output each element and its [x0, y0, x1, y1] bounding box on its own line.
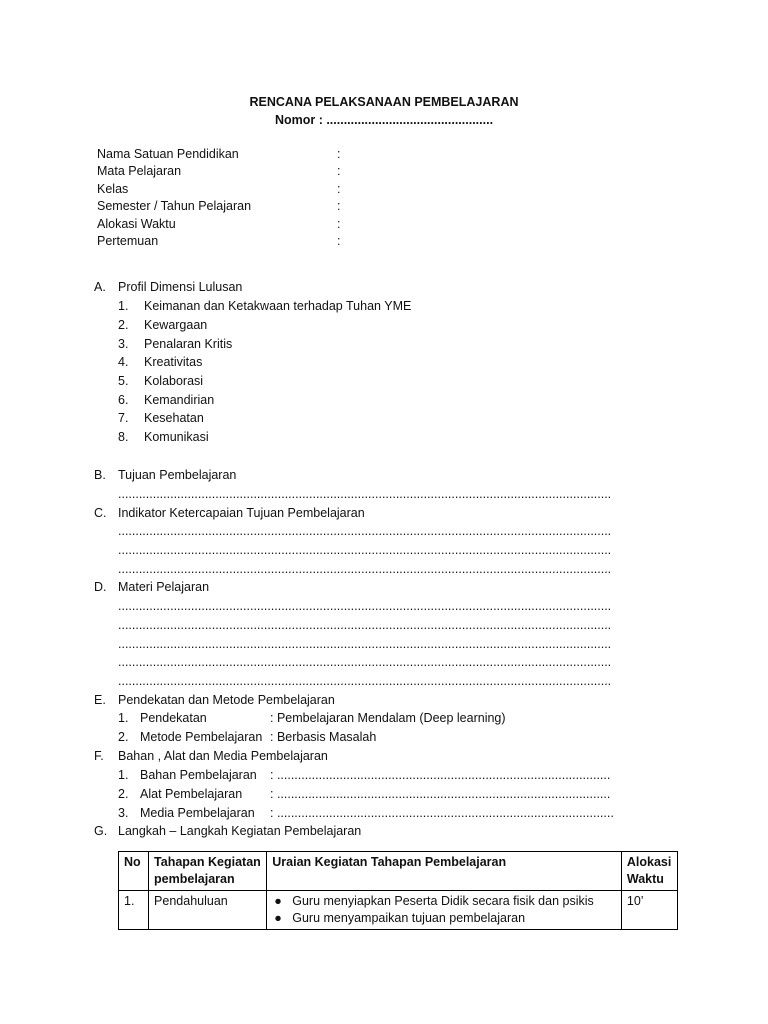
- cell-stage: Pendahuluan: [149, 891, 267, 930]
- identity-label-subject: Mata Pelajaran: [97, 164, 182, 178]
- header-stage: Tahapan Kegiatan pembelajaran: [149, 852, 267, 891]
- list-number: 7.: [118, 411, 129, 425]
- field-label-method: Metode Pembelajaran: [140, 730, 263, 744]
- section-letter-b: B.: [94, 468, 106, 482]
- section-letter-g: G.: [94, 824, 108, 838]
- identity-label-semester: Semester / Tahun Pelajaran: [97, 199, 252, 213]
- bullet-text: Guru menyiapkan Peserta Didik secara fisik dan psikis: [292, 894, 594, 908]
- identity-colon: :: [337, 147, 341, 161]
- field-value-media: : .................................................................................................: [270, 806, 614, 820]
- identity-label-class: Kelas: [97, 182, 129, 196]
- list-number: 1.: [118, 299, 129, 313]
- section-letter-f: F.: [94, 749, 104, 763]
- table-header-row: [119, 852, 678, 891]
- activity-table: [118, 851, 678, 930]
- field-label-materials: Bahan Pembelajaran: [140, 768, 257, 782]
- bullet-icon: ●: [274, 894, 282, 908]
- list-number: 1.: [118, 768, 129, 782]
- list-item: Kemandirian: [144, 393, 215, 407]
- field-label-media: Media Pembelajaran: [140, 806, 255, 820]
- cell-no: 1.: [119, 891, 149, 930]
- list-number: 6.: [118, 393, 129, 407]
- identity-colon: :: [337, 182, 341, 196]
- list-item: Komunikasi: [144, 430, 209, 444]
- document-number: Nomor : ................................................: [274, 113, 494, 127]
- section-letter-e: E.: [94, 693, 106, 707]
- fill-in-line: ..............................................................................................................................................: [118, 562, 612, 576]
- bullet-icon: ●: [274, 911, 282, 925]
- section-title-d: Materi Pelajaran: [118, 580, 210, 594]
- header-no: No: [119, 852, 149, 891]
- field-label-approach: Pendekatan: [140, 711, 207, 725]
- list-number: 8.: [118, 430, 129, 444]
- identity-label-school: Nama Satuan Pendidikan: [97, 147, 239, 161]
- field-value-materials: : ................................................................................................: [270, 768, 611, 782]
- list-number: 5.: [118, 374, 129, 388]
- identity-colon: :: [337, 217, 341, 231]
- field-value-method: : Berbasis Masalah: [270, 730, 377, 744]
- section-title-e: Pendekatan dan Metode Pembelajaran: [118, 693, 335, 707]
- bullet-list: [272, 893, 616, 927]
- section-letter-a: A.: [94, 280, 106, 294]
- bullet-text: Guru menyampaikan tujuan pembelajaran: [292, 911, 526, 925]
- header-allocation: Alokasi Waktu: [621, 852, 677, 891]
- list-item: Kewargaan: [144, 318, 208, 332]
- fill-in-line: ..............................................................................................................................................: [118, 655, 612, 669]
- list-item: Penalaran Kritis: [144, 337, 233, 351]
- table-row: [119, 891, 678, 930]
- section-title-c: Indikator Ketercapaian Tujuan Pembelajaran: [118, 506, 365, 520]
- fill-in-line: ..............................................................................................................................................: [118, 599, 612, 613]
- list-item: [272, 893, 616, 910]
- fill-in-line: ..............................................................................................................................................: [118, 637, 612, 651]
- list-number: 2.: [118, 787, 129, 801]
- list-item: Kolaborasi: [144, 374, 204, 388]
- list-number: 4.: [118, 355, 129, 369]
- section-title-b: Tujuan Pembelajaran: [118, 468, 237, 482]
- list-item: Kreativitas: [144, 355, 203, 369]
- list-item: Kesehatan: [144, 411, 204, 425]
- list-number: 3.: [118, 806, 129, 820]
- section-title-f: Bahan , Alat dan Media Pembelajaran: [118, 749, 328, 763]
- fill-in-line: ..............................................................................................................................................: [118, 674, 612, 688]
- field-label-tools: Alat Pembelajaran: [140, 787, 243, 801]
- identity-colon: :: [337, 199, 341, 213]
- list-item: Keimanan dan Ketakwaan terhadap Tuhan YME: [144, 299, 412, 313]
- list-number: 1.: [118, 711, 129, 725]
- field-value-approach: : Pembelajaran Mendalam (Deep learning): [270, 711, 506, 725]
- fill-in-line: ..............................................................................................................................................: [118, 524, 612, 538]
- identity-label-meeting: Pertemuan: [97, 234, 159, 248]
- identity-colon: :: [337, 234, 341, 248]
- fill-in-line: ..............................................................................................................................................: [118, 618, 612, 632]
- list-number: 3.: [118, 337, 129, 351]
- cell-description: [267, 891, 622, 930]
- fill-in-line: ..............................................................................................................................................: [118, 487, 612, 501]
- section-letter-d: D.: [94, 580, 107, 594]
- list-number: 2.: [118, 730, 129, 744]
- identity-colon: :: [337, 164, 341, 178]
- list-item: [272, 910, 616, 927]
- field-value-tools: : ................................................................................................: [270, 787, 611, 801]
- cell-allocation: 10’: [621, 891, 677, 930]
- identity-label-time: Alokasi Waktu: [97, 217, 176, 231]
- section-title-g: Langkah – Langkah Kegiatan Pembelajaran: [118, 824, 362, 838]
- header-description: Uraian Kegiatan Tahapan Pembelajaran: [267, 852, 622, 891]
- section-title-a: Profil Dimensi Lulusan: [118, 280, 243, 294]
- section-letter-c: C.: [94, 506, 107, 520]
- fill-in-line: ..............................................................................................................................................: [118, 543, 612, 557]
- document-title: RENCANA PELAKSANAAN PEMBELAJARAN: [249, 95, 519, 109]
- list-number: 2.: [118, 318, 129, 332]
